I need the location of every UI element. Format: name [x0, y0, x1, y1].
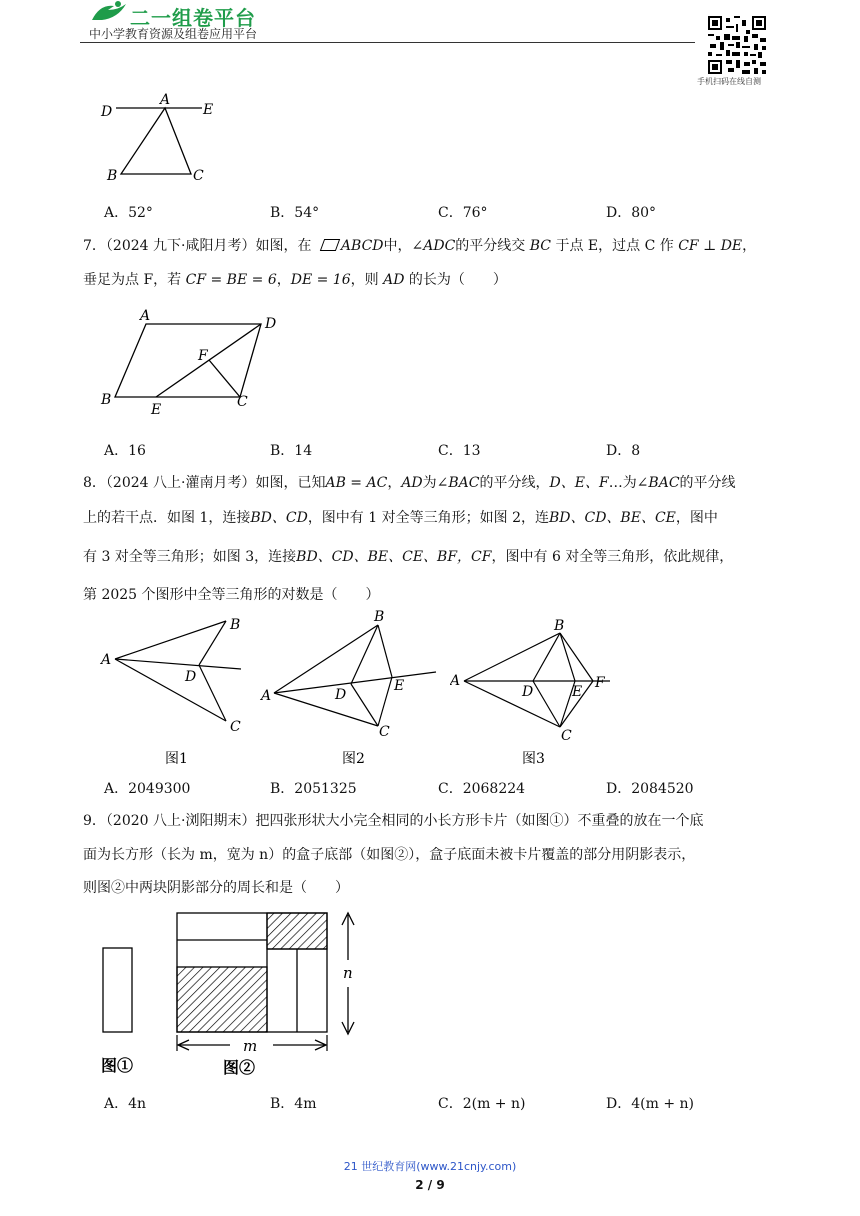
q8-option-c[interactable]: C．2068224 — [438, 781, 526, 797]
q8-fig1-label-c: C — [230, 719, 241, 735]
q8-fig2-label-d: D — [335, 687, 347, 703]
q8-text: …为∠ — [608, 475, 649, 491]
q9-option-a[interactable]: A．4n — [104, 1096, 147, 1112]
q7-option-d[interactable]: D．8 — [606, 443, 641, 459]
q8-text: 的平分线 — [679, 475, 736, 491]
q8-option-d[interactable]: D．2084520 — [606, 781, 694, 797]
q7-label-d: D — [265, 316, 277, 332]
q6-label-d: D — [101, 104, 113, 120]
q8-text: 如图，已知 — [255, 475, 326, 491]
q7-text: 如图，在 — [255, 238, 312, 254]
q8-fig3-label-e: E — [572, 684, 583, 700]
q7-label-c: C — [237, 394, 248, 410]
q8-text-line2 — [83, 508, 783, 528]
q9-label-n: n — [343, 964, 353, 982]
q7-label-a: A — [140, 308, 151, 324]
q8-text: 第 2025 个图形中全等三角形的对数是（ ） — [83, 587, 380, 603]
q7-math: AD — [383, 272, 405, 288]
q6-option-c[interactable]: C．76° — [438, 205, 488, 221]
q8-text: ， — [387, 475, 402, 491]
q8-text: ，图中有 1 对全等三角形；如图 2，连 — [307, 510, 549, 526]
q9-figure — [95, 905, 375, 1085]
q8-option-a[interactable]: A．2049300 — [104, 781, 191, 797]
q9-option-d[interactable]: D．4(m + n) — [606, 1096, 694, 1112]
q8-text: 为∠ — [422, 475, 449, 491]
q9-text-line2: 面为长方形（长为 m，宽为 n）的盒子底部（如图②），盒子底面未被卡片覆盖的部分用阴影表示， — [83, 847, 696, 863]
q8-fig2-label-a: A — [261, 688, 272, 704]
q6-label-b: B — [107, 168, 118, 184]
q6-label-c: C — [193, 168, 204, 184]
q8-fig1-caption: 图1 — [165, 751, 188, 767]
q7-label-b: B — [101, 392, 112, 408]
question-number: 7． — [83, 238, 106, 254]
q7-text: ，则 — [350, 272, 379, 288]
question-source: （2024 八上·灌南月考） — [105, 475, 256, 491]
q8-fig2-label-c: C — [379, 724, 390, 740]
q7-math: DE = 16 — [290, 272, 351, 288]
q9-fig1-caption: 图① — [101, 1056, 134, 1075]
q7-text: 垂足为点 F，若 — [83, 272, 182, 288]
q7-text: 于点 E，过点 C 作 — [555, 238, 674, 254]
q8-figure-2 — [258, 610, 443, 770]
q8-text-line1 — [83, 473, 783, 493]
q6-figure — [95, 88, 230, 188]
brand-name: 二一组卷平台 — [130, 6, 256, 30]
q6-option-d[interactable]: D．80° — [606, 205, 657, 221]
parallelogram-symbol-icon — [320, 239, 340, 251]
q8-fig3-label-b: B — [554, 618, 565, 634]
q8-math: BD、CD、BE、CE、BF，CF — [296, 549, 492, 565]
header-subtitle: 中小学教育资源及组卷应用平台 — [89, 27, 258, 41]
q7-label-e: E — [151, 402, 162, 418]
question-number: 8． — [83, 475, 106, 491]
q8-text: 上的若干点．如图 1，连接 — [83, 510, 251, 526]
q7-text: 中，∠ — [383, 238, 424, 254]
q8-fig3-label-d: D — [522, 684, 534, 700]
qr-code-icon[interactable] — [708, 16, 766, 74]
q7-option-c[interactable]: C．13 — [438, 443, 481, 459]
q6-option-b[interactable]: B．54° — [270, 205, 320, 221]
q8-figure-1 — [95, 610, 255, 770]
q8-text: ，图中有 6 对全等三角形，依此规律， — [491, 549, 734, 565]
q8-option-b[interactable]: B．2051325 — [270, 781, 357, 797]
q6-label-e: E — [203, 102, 214, 118]
q8-math: BAC — [648, 475, 680, 491]
q9-text-line1 — [83, 811, 783, 831]
q8-figure-3 — [450, 610, 620, 770]
footer-site-link[interactable]: 21 世纪教育网(www.21cnjy.com) — [343, 1160, 517, 1173]
q9-option-b[interactable]: B．4m — [270, 1096, 317, 1112]
q7-math: CF = BE = 6 — [185, 272, 277, 288]
q7-option-a[interactable]: A．16 — [104, 443, 146, 459]
q8-fig1-label-d: D — [185, 669, 197, 685]
q7-figure — [95, 302, 295, 422]
q7-label-f: F — [198, 348, 208, 364]
page-number: 2 / 9 — [415, 1178, 445, 1192]
qr-caption: 手机扫码在线自测 — [697, 77, 761, 86]
q8-fig3-label-c: C — [561, 728, 572, 744]
q7-math: ABCD — [340, 238, 384, 254]
q9-label-m: m — [243, 1037, 258, 1055]
q7-math: CF ⊥ DE — [678, 238, 743, 254]
q7-option-b[interactable]: B．14 — [270, 443, 313, 459]
q8-fig3-label-f: F — [595, 675, 605, 691]
q8-text: ，图中 — [675, 510, 718, 526]
q8-text-line4 — [83, 585, 783, 605]
q8-text-line3 — [83, 547, 783, 567]
q8-fig2-label-e: E — [394, 678, 405, 694]
q8-fig2-label-b: B — [374, 610, 385, 625]
brand-logo-icon — [88, 0, 130, 24]
q7-text-line1 — [83, 236, 783, 256]
q7-math: BC — [529, 238, 552, 254]
q8-math: BD、CD — [250, 510, 308, 526]
q7-text: ， — [742, 238, 757, 254]
q8-fig1-label-b: B — [230, 617, 241, 633]
q8-fig3-caption: 图3 — [522, 751, 545, 767]
q7-text: 的长为（ ） — [408, 272, 507, 288]
q7-math: ADC — [423, 238, 456, 254]
q8-text: 的平分线， — [479, 475, 550, 491]
q9-option-c[interactable]: C．2(m + n) — [438, 1096, 526, 1112]
q7-text: 的平分线交 — [455, 238, 526, 254]
q8-math: BD、CD、BE、CE — [548, 510, 676, 526]
q8-math: BAC — [448, 475, 480, 491]
q8-fig3-label-a: A — [450, 673, 461, 689]
q9-fig2-caption: 图② — [223, 1058, 256, 1077]
q7-text: ， — [276, 272, 291, 288]
q8-fig2-caption: 图2 — [342, 751, 365, 767]
q8-fig1-label-a: A — [101, 652, 112, 668]
question-number: 9． — [83, 813, 106, 829]
q9-text-line3: 则图②中两块阴影部分的周长和是（ ） — [83, 880, 349, 896]
q6-option-a[interactable]: A．52° — [104, 205, 153, 221]
q9-text: 把四张形状大小完全相同的小长方形卡片（如图①）不重叠的放在一个底 — [255, 813, 704, 829]
q8-text: 有 3 对全等三角形；如图 3，连接 — [83, 549, 297, 565]
q8-math: D、E、F — [549, 475, 609, 491]
header-divider — [80, 42, 695, 43]
q8-math: AB = AC — [325, 475, 388, 491]
question-source: （2020 八上·浏阳期末） — [105, 813, 256, 829]
question-source: （2024 九下·咸阳月考） — [105, 238, 256, 254]
q6-label-a: A — [160, 92, 171, 108]
q8-math: AD — [401, 475, 423, 491]
q7-text-line2 — [83, 270, 783, 290]
